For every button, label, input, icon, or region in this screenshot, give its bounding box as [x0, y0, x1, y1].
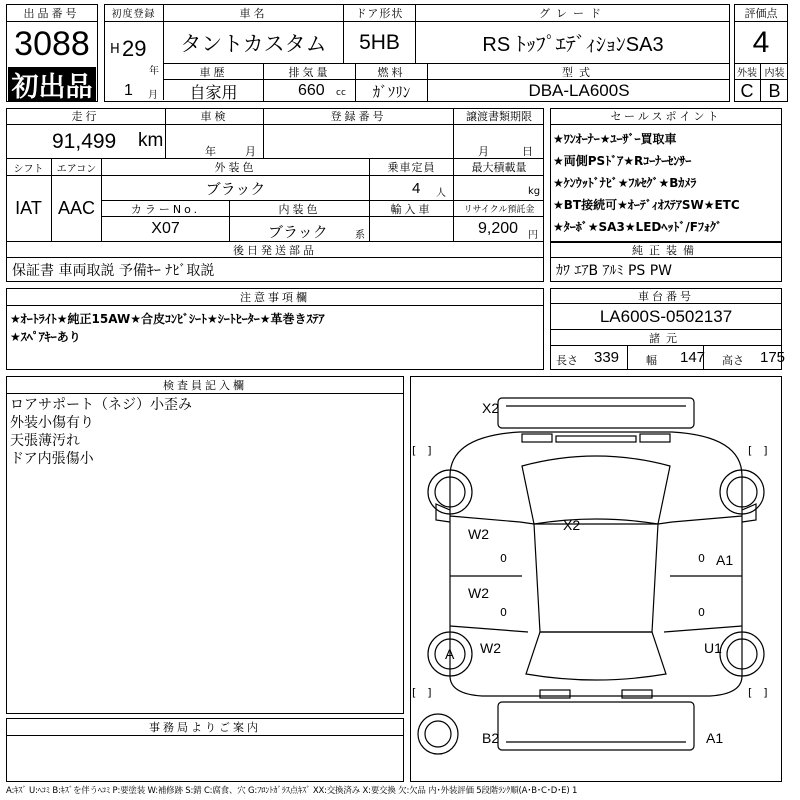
sales-point-line: ★ﾜﾝｵｰﾅｰ★ﾕｰｻﾞｰ買取車 — [553, 132, 677, 146]
chassis-label: 車台番号 — [550, 288, 782, 304]
registration-cell — [264, 125, 454, 159]
lot-label: 出品番号 — [6, 4, 98, 22]
inspector-line-4: ドア内張傷小 — [10, 451, 94, 467]
model: DBA-LA600S — [528, 81, 630, 100]
lot-number: 3088 — [14, 25, 90, 63]
model-label: 型式 — [428, 64, 730, 80]
interior-color: ブラック — [268, 223, 328, 241]
mileage-label: 走行 — [6, 108, 166, 125]
sales-point-line: ★BT接続可★ｵｰﾃﾞｨｵｽﾃｱSW★ETC — [553, 198, 740, 212]
note-line-2: ★ｽﾍﾟｱｷｰあり — [10, 330, 81, 344]
import-cell — [370, 217, 454, 242]
bracket-mark: [ ] — [412, 444, 432, 457]
car-name: タントカスタム — [164, 22, 344, 64]
history-label: 車歴 — [164, 64, 264, 80]
displacement-label: 排気量 — [264, 64, 356, 80]
color-no-label: カラーNo. — [102, 201, 230, 217]
first-listing-badge: 初出品 — [8, 67, 96, 101]
ac-label: エアコン — [52, 159, 102, 176]
score-label: 評価点 — [734, 4, 788, 22]
notes-label: 注意事項欄 — [6, 288, 544, 306]
sales-point-line: ★両側PSﾄﾞｱ★Rｺｰﾅｰｾﾝｻｰ — [553, 154, 692, 168]
mark-rear-a1: A1 — [706, 730, 724, 746]
reg-month-unit: 月 — [148, 90, 158, 101]
mark-roof-x2: X2 — [563, 517, 581, 533]
bracket-mark: [ ] — [412, 686, 432, 699]
max-load-label: 最大積載量 — [454, 159, 544, 176]
color-no: X07 — [102, 217, 230, 242]
inspector-line-2: 外装小傷有り — [10, 415, 94, 431]
mark-front-x2: X2 — [482, 400, 500, 416]
mark-wheel-a: A — [445, 646, 455, 662]
header-block — [6, 4, 785, 104]
mark-w2-front-left: W2 — [468, 526, 489, 542]
int-label: 内装 — [761, 64, 788, 80]
grade-label: グレード — [416, 4, 730, 22]
dims-length: 339 — [594, 349, 620, 366]
exterior-color-label: 外装色 — [102, 159, 370, 176]
interior-color-label: 内装色 — [230, 201, 370, 217]
registration-label: 登録番号 — [264, 108, 454, 125]
transfer-label: 譲渡書類期限 — [454, 108, 544, 125]
zero-mark: 0 — [698, 552, 705, 565]
equipment: ｶﾜ ｴｱB ｱﾙﾐ PS PW — [556, 263, 673, 279]
reg-year: 29 — [122, 36, 147, 61]
shift-value: IAT — [6, 176, 52, 242]
inspection-year-unit: 年 — [205, 145, 216, 158]
score: 4 — [734, 22, 788, 64]
recycle-value: 9,200 — [478, 220, 519, 237]
ac-value: AAC — [52, 176, 102, 242]
capacity-value: 4 — [412, 180, 421, 197]
later-parts: 保証書 車両取説 予備ｷｰ ﾅﾋﾞ取説 — [12, 263, 215, 279]
sales-point-line: ★ﾀｰﾎﾞ★SA3★LEDﾍｯﾄﾞ/Fﾌｫｸﾞ — [553, 220, 722, 234]
inspection-label: 車検 — [166, 108, 264, 125]
zero-mark: 0 — [698, 606, 705, 619]
mark-rear-b2: B2 — [482, 730, 500, 746]
ext-grade: C — [734, 80, 761, 102]
era: H — [110, 42, 120, 57]
fuel-label: 燃料 — [356, 64, 428, 80]
transfer-month-unit: 月 — [478, 145, 489, 158]
int-grade: B — [768, 80, 781, 101]
reg-month: 1 — [124, 82, 133, 99]
grade: RS ﾄｯﾌﾟｴﾃﾞｨｼｮﾝSA3 — [416, 22, 730, 64]
zero-mark: 0 — [500, 606, 507, 619]
inspection-month-unit: 月 — [245, 145, 256, 158]
mark-w2-rear-left: W2 — [480, 640, 501, 656]
zero-mark: 0 — [500, 552, 507, 565]
displacement-unit: cc — [336, 88, 346, 98]
recycle-unit: 円 — [528, 230, 538, 241]
dims-length-label: 長さ — [556, 354, 578, 367]
inspector-line-1: ロアサポート（ネジ）小歪み — [10, 397, 192, 413]
office-label: 事務局よりご案内 — [6, 718, 404, 736]
note-line-1: ★ｵｰﾄﾗｲﾄ★純正15AW★合皮ｺﾝﾋﾞｼｰﾄ★ｼｰﾄﾋｰﾀｰ★革巻きｽﾃｱ — [10, 312, 325, 326]
car-outline-diagram — [410, 376, 782, 782]
history: 自家用 — [164, 80, 264, 102]
reg-year-unit: 年 — [149, 66, 159, 77]
legend: A:ｷｽﾞ U:ﾍｺﾐ B:ｷｽﾞを伴うﾍｺﾐ P:要塗装 W:補修跡 S:錆 C:腐食、穴 G:ﾌﾛﾝﾄｶﾞﾗｽ点ｷｽﾞ XX:交換済み X:要交換 欠:欠品 内･外装評価 5段階ﾗﾝｸ順(A･B･C･D･E) 1 — [6, 786, 578, 796]
exterior-color: ブラック — [102, 176, 370, 201]
sales-points-list — [553, 128, 781, 238]
bracket-mark: [ ] — [748, 444, 768, 457]
recycle-label: リサイクル預託金 — [454, 201, 544, 217]
inspector-line-3: 天張薄汚れ — [10, 433, 80, 449]
sales-points-label: セールスポイント — [550, 108, 782, 125]
dims-width-label: 幅 — [646, 354, 657, 367]
mark-u1-right: U1 — [704, 640, 722, 656]
mark-a1-right: A1 — [716, 552, 734, 568]
transfer-day-unit: 日 — [522, 145, 533, 158]
capacity-unit: 人 — [436, 188, 446, 199]
interior-color-suffix: 系 — [355, 230, 365, 241]
dims-height: 175 — [760, 349, 786, 366]
name-label: 車名 — [164, 4, 344, 22]
equipment-label: 純正装備 — [550, 242, 782, 258]
door-label: ドア形状 — [344, 4, 416, 22]
sales-point-line: ★ｹﾝｳｯﾄﾞﾅﾋﾞ★ﾌﾙｾｸﾞ★Bｶﾒﾗ — [553, 176, 697, 190]
mileage-unit: km — [138, 130, 164, 151]
dims-label: 諸元 — [550, 330, 782, 346]
dims-width: 147 — [680, 349, 706, 366]
chassis-number: LA600S-0502137 — [550, 304, 782, 330]
fuel: ｶﾞｿﾘﾝ — [356, 80, 428, 102]
dims-height-label: 高さ — [722, 354, 744, 367]
door-type: 5HB — [344, 22, 416, 64]
displacement: 660 — [298, 82, 325, 99]
capacity-label: 乗車定員 — [370, 159, 454, 176]
max-load-unit: kg — [528, 186, 541, 197]
first-reg-label: 初度登録 — [104, 4, 164, 22]
mark-w2-mid-left: W2 — [468, 585, 489, 601]
bracket-mark: [ ] — [748, 686, 768, 699]
later-parts-label: 後日発送部品 — [6, 242, 544, 258]
import-label: 輸入車 — [370, 201, 454, 217]
ext-label: 外装 — [734, 64, 761, 80]
mileage-value: 91,499 — [52, 130, 117, 153]
shift-label: シフト — [6, 159, 52, 176]
inspector-label: 検査員記入欄 — [6, 376, 404, 394]
